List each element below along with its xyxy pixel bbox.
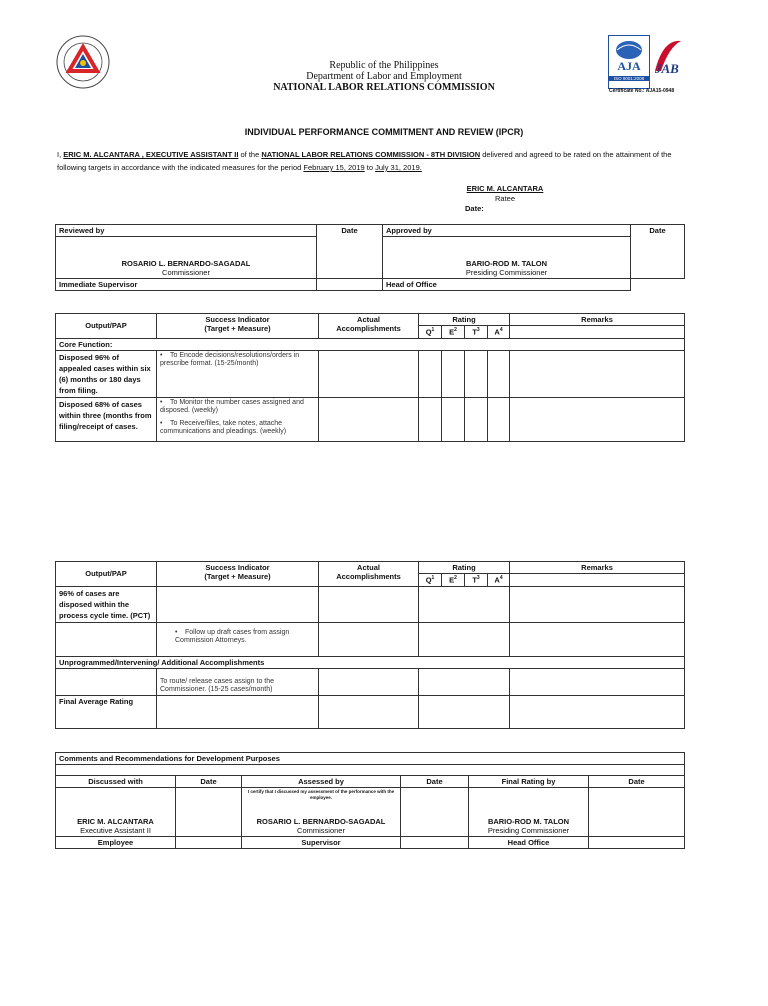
employee-name-title: ERIC M. ALCANTARA , EXECUTIVE ASSISTANT II [63, 150, 239, 159]
actual-header-2: Accomplishments [336, 572, 401, 581]
period-end: July 31, 2019. [375, 163, 422, 172]
a-label: A [494, 575, 500, 585]
review-date-label: Date [317, 225, 383, 279]
immediate-supervisor-label: Immediate Supervisor [56, 279, 317, 291]
rating-e: $E^2$ [442, 574, 465, 587]
final-average-label: Final Average Rating [56, 695, 157, 728]
intro-mid: of the [238, 150, 262, 159]
row2-indicator-2: • To Receive/files, take notes, attache communications and pleadings. (weekly) [160, 419, 287, 435]
actual-header-1: Actual [357, 563, 380, 572]
row1-indicator-text: To Encode decisions/resolutions/orders in prescribe format. (15-25/month) [160, 351, 300, 367]
employee-sign-cell [56, 788, 176, 837]
cell [465, 350, 488, 397]
cell [442, 350, 465, 397]
head-sign-cell [469, 788, 589, 837]
period-start: February 15, 2019 [303, 163, 365, 172]
cell [510, 668, 685, 695]
cell [442, 397, 465, 441]
cell [589, 837, 685, 849]
comments-date-2: Date [401, 776, 469, 788]
supervisor-label: Supervisor [242, 837, 401, 849]
rating-t: $T^3$ [465, 574, 488, 587]
t2-row2-indicator: • Follow up draft cases from assign Commission Attorneys. [157, 622, 319, 656]
cell [419, 397, 442, 441]
approver-cell [383, 237, 631, 279]
output-header: Output/PAP [56, 314, 157, 339]
jab-logo [649, 35, 685, 87]
intro-line-2 [57, 163, 697, 172]
cell [510, 350, 685, 397]
employee-sign-name: ERIC M. ALCANTARA [77, 817, 154, 826]
cell [319, 397, 419, 441]
approved-by-label: Approved by [383, 225, 631, 237]
header-line-3: NATIONAL LABOR RELATIONS COMMISSION [273, 82, 495, 93]
actual-header-1: Actual [357, 315, 380, 324]
t-label: T [472, 575, 477, 585]
header-line-1: Republic of the Philippines [329, 60, 439, 71]
cell [319, 622, 419, 656]
cell [157, 695, 319, 728]
row2-output: Disposed 68% of cases within three (months from filing/receipt of cases. [56, 397, 157, 441]
rating-q: $Q^1$ [419, 574, 442, 587]
row1-output: Disposed 96% of appealed cases within six (6) months or 180 days from filing. [56, 350, 157, 397]
rating-a: $A^4$ [488, 574, 510, 587]
approver-title: Presiding Commissioner [465, 268, 548, 277]
cell [319, 695, 419, 728]
final-rating-by-label: Final Rating by [469, 776, 589, 788]
comments-date-1: Date [176, 776, 242, 788]
rating-header: Rating [419, 314, 510, 326]
q-label: Q [425, 327, 432, 337]
approver-name: BARIO-ROD M. TALON [465, 259, 548, 268]
header-line-2: Department of Labor and Employment [306, 71, 462, 82]
office-name: NATIONAL LABOR RELATIONS COMMISSION - 8TH DIVISION [261, 150, 481, 159]
rating-q: $Q^1$ [419, 326, 442, 339]
core-function-label: Core Function: [56, 338, 685, 350]
cell [319, 668, 419, 695]
remarks-sub [510, 326, 685, 339]
cell [319, 350, 419, 397]
row2-indicator-1-text: To Monitor the number cases assigned and disposed. (weekly) [160, 398, 304, 414]
q-label: Q [425, 575, 432, 585]
cell [510, 695, 685, 728]
reviewer-name: ROSARIO L. BERNARDO-SAGADAL [121, 259, 251, 268]
row2-indicator-2-text: To Receive/files, take notes, attache communications and pleadings. (weekly) [160, 419, 287, 435]
approve-date-label: Date [631, 225, 685, 279]
actual-header-2: Accomplishments [336, 324, 401, 333]
intro-prefix: I, [57, 150, 62, 159]
remarks-header: Remarks [510, 314, 685, 326]
employee-label: Employee [56, 837, 176, 849]
rating-header: Rating [419, 562, 510, 574]
remarks-sub [510, 574, 685, 587]
unprogrammed-label: Unprogrammed/Intervening/ Additional Accomplishments [56, 656, 685, 668]
empty-cell [317, 279, 383, 291]
ratee-label: Ratee [494, 194, 515, 203]
intro-line-1 [57, 150, 697, 159]
cell [488, 350, 510, 397]
form-title: INDIVIDUAL PERFORMANCE COMMITMENT AND REVIEW (IPCR) [244, 127, 524, 137]
head-sign-name: BARIO-ROD M. TALON [487, 817, 570, 826]
actual-header [319, 562, 419, 587]
remarks-header: Remarks [510, 562, 685, 574]
date-label: Date: [465, 204, 484, 213]
comments-table [55, 752, 685, 849]
e-label: E [449, 327, 455, 337]
supervisor-sign-title: Commissioner [297, 826, 345, 835]
success-header-1: Success Indicator [205, 315, 270, 324]
success-header-2: (Target + Measure) [204, 572, 271, 581]
reviewed-by-label: Reviewed by [56, 225, 317, 237]
cell [488, 397, 510, 441]
cell [419, 622, 510, 656]
cell [510, 586, 685, 622]
cell [510, 397, 685, 441]
rating-e: $E^2$ [442, 326, 465, 339]
a-label: A [494, 327, 500, 337]
aja-sub: ISO 9001:2008 [609, 76, 649, 81]
success-header-1: Success Indicator [205, 563, 270, 572]
t2-row3-indicator: To route/ release cases assign to the Commissioner. (15-25 cases/month) [157, 668, 319, 695]
cell [419, 668, 510, 695]
row2-indicator-1: • To Monitor the number cases assigned and disposed. (weekly) [160, 398, 304, 414]
rating-t: $T^3$ [465, 326, 488, 339]
review-table [55, 224, 685, 291]
cell [419, 695, 510, 728]
rating-a: $A^4$ [488, 326, 510, 339]
success-header [157, 562, 319, 587]
cell [56, 622, 157, 656]
certificate-number: Certificate No.: AJA15-0948 [609, 88, 675, 94]
reviewer-title: Commissioner [162, 268, 210, 277]
empty-cell [631, 279, 685, 291]
cell [589, 788, 685, 837]
cell [465, 397, 488, 441]
row2-indicators [157, 397, 319, 441]
head-sign-title: Presiding Commissioner [487, 826, 570, 835]
cell [176, 788, 242, 837]
employee-sign-title: Executive Assistant II [80, 826, 151, 835]
cell [401, 837, 469, 849]
cell [319, 586, 419, 622]
supervisor-sign-name: ROSARIO L. BERNARDO-SAGADAL [256, 817, 386, 826]
cell [176, 837, 242, 849]
supervisor-sign-cell [242, 788, 401, 837]
output-header: Output/PAP [56, 562, 157, 587]
cell [401, 788, 469, 837]
assessed-by-label: Assessed by [242, 776, 401, 788]
aja-logo [608, 35, 650, 89]
cell [157, 586, 319, 622]
comments-title: Comments and Recommendations for Development Purposes [56, 753, 685, 765]
cell [510, 622, 685, 656]
t2-row2-indicator-text: Follow up draft cases from assign Commission Attorneys. [175, 628, 290, 644]
intro-rest: delivered and agreed to be rated on the attainment of the [480, 150, 672, 159]
cell [56, 668, 157, 695]
aja-text: AJA [617, 59, 641, 73]
intro-line-2-text: following targets in accordance with the indicated measures for the period [57, 163, 304, 172]
discussed-with-label: Discussed with [56, 776, 176, 788]
certify-text: I certify that I discussed my assessment of the performance with the employee. [247, 789, 395, 800]
ipcr-table-1 [55, 313, 685, 442]
row1-indicator: • To Encode decisions/resolutions/orders in prescribe format. (15-25/month) [157, 350, 319, 397]
intro-to: to [364, 163, 376, 172]
comments-date-3: Date [589, 776, 685, 788]
head-office-label: Head Office [469, 837, 589, 849]
t-label: T [472, 327, 477, 337]
success-header [157, 314, 319, 339]
t2-row1-output: 96% of cases are disposed within the process cycle time. (PCT) [56, 586, 157, 622]
success-header-2: (Target + Measure) [204, 324, 271, 333]
e-label: E [449, 575, 455, 585]
ratee-name: ERIC M. ALCANTARA [466, 184, 544, 193]
comments-blank [56, 765, 685, 776]
cell [419, 350, 442, 397]
reviewer-cell [56, 237, 317, 279]
cell [419, 586, 510, 622]
jab-text: JAB [655, 61, 679, 76]
ipcr-table-2 [55, 561, 685, 729]
head-of-office-label: Head of Office [383, 279, 631, 291]
actual-header [319, 314, 419, 339]
